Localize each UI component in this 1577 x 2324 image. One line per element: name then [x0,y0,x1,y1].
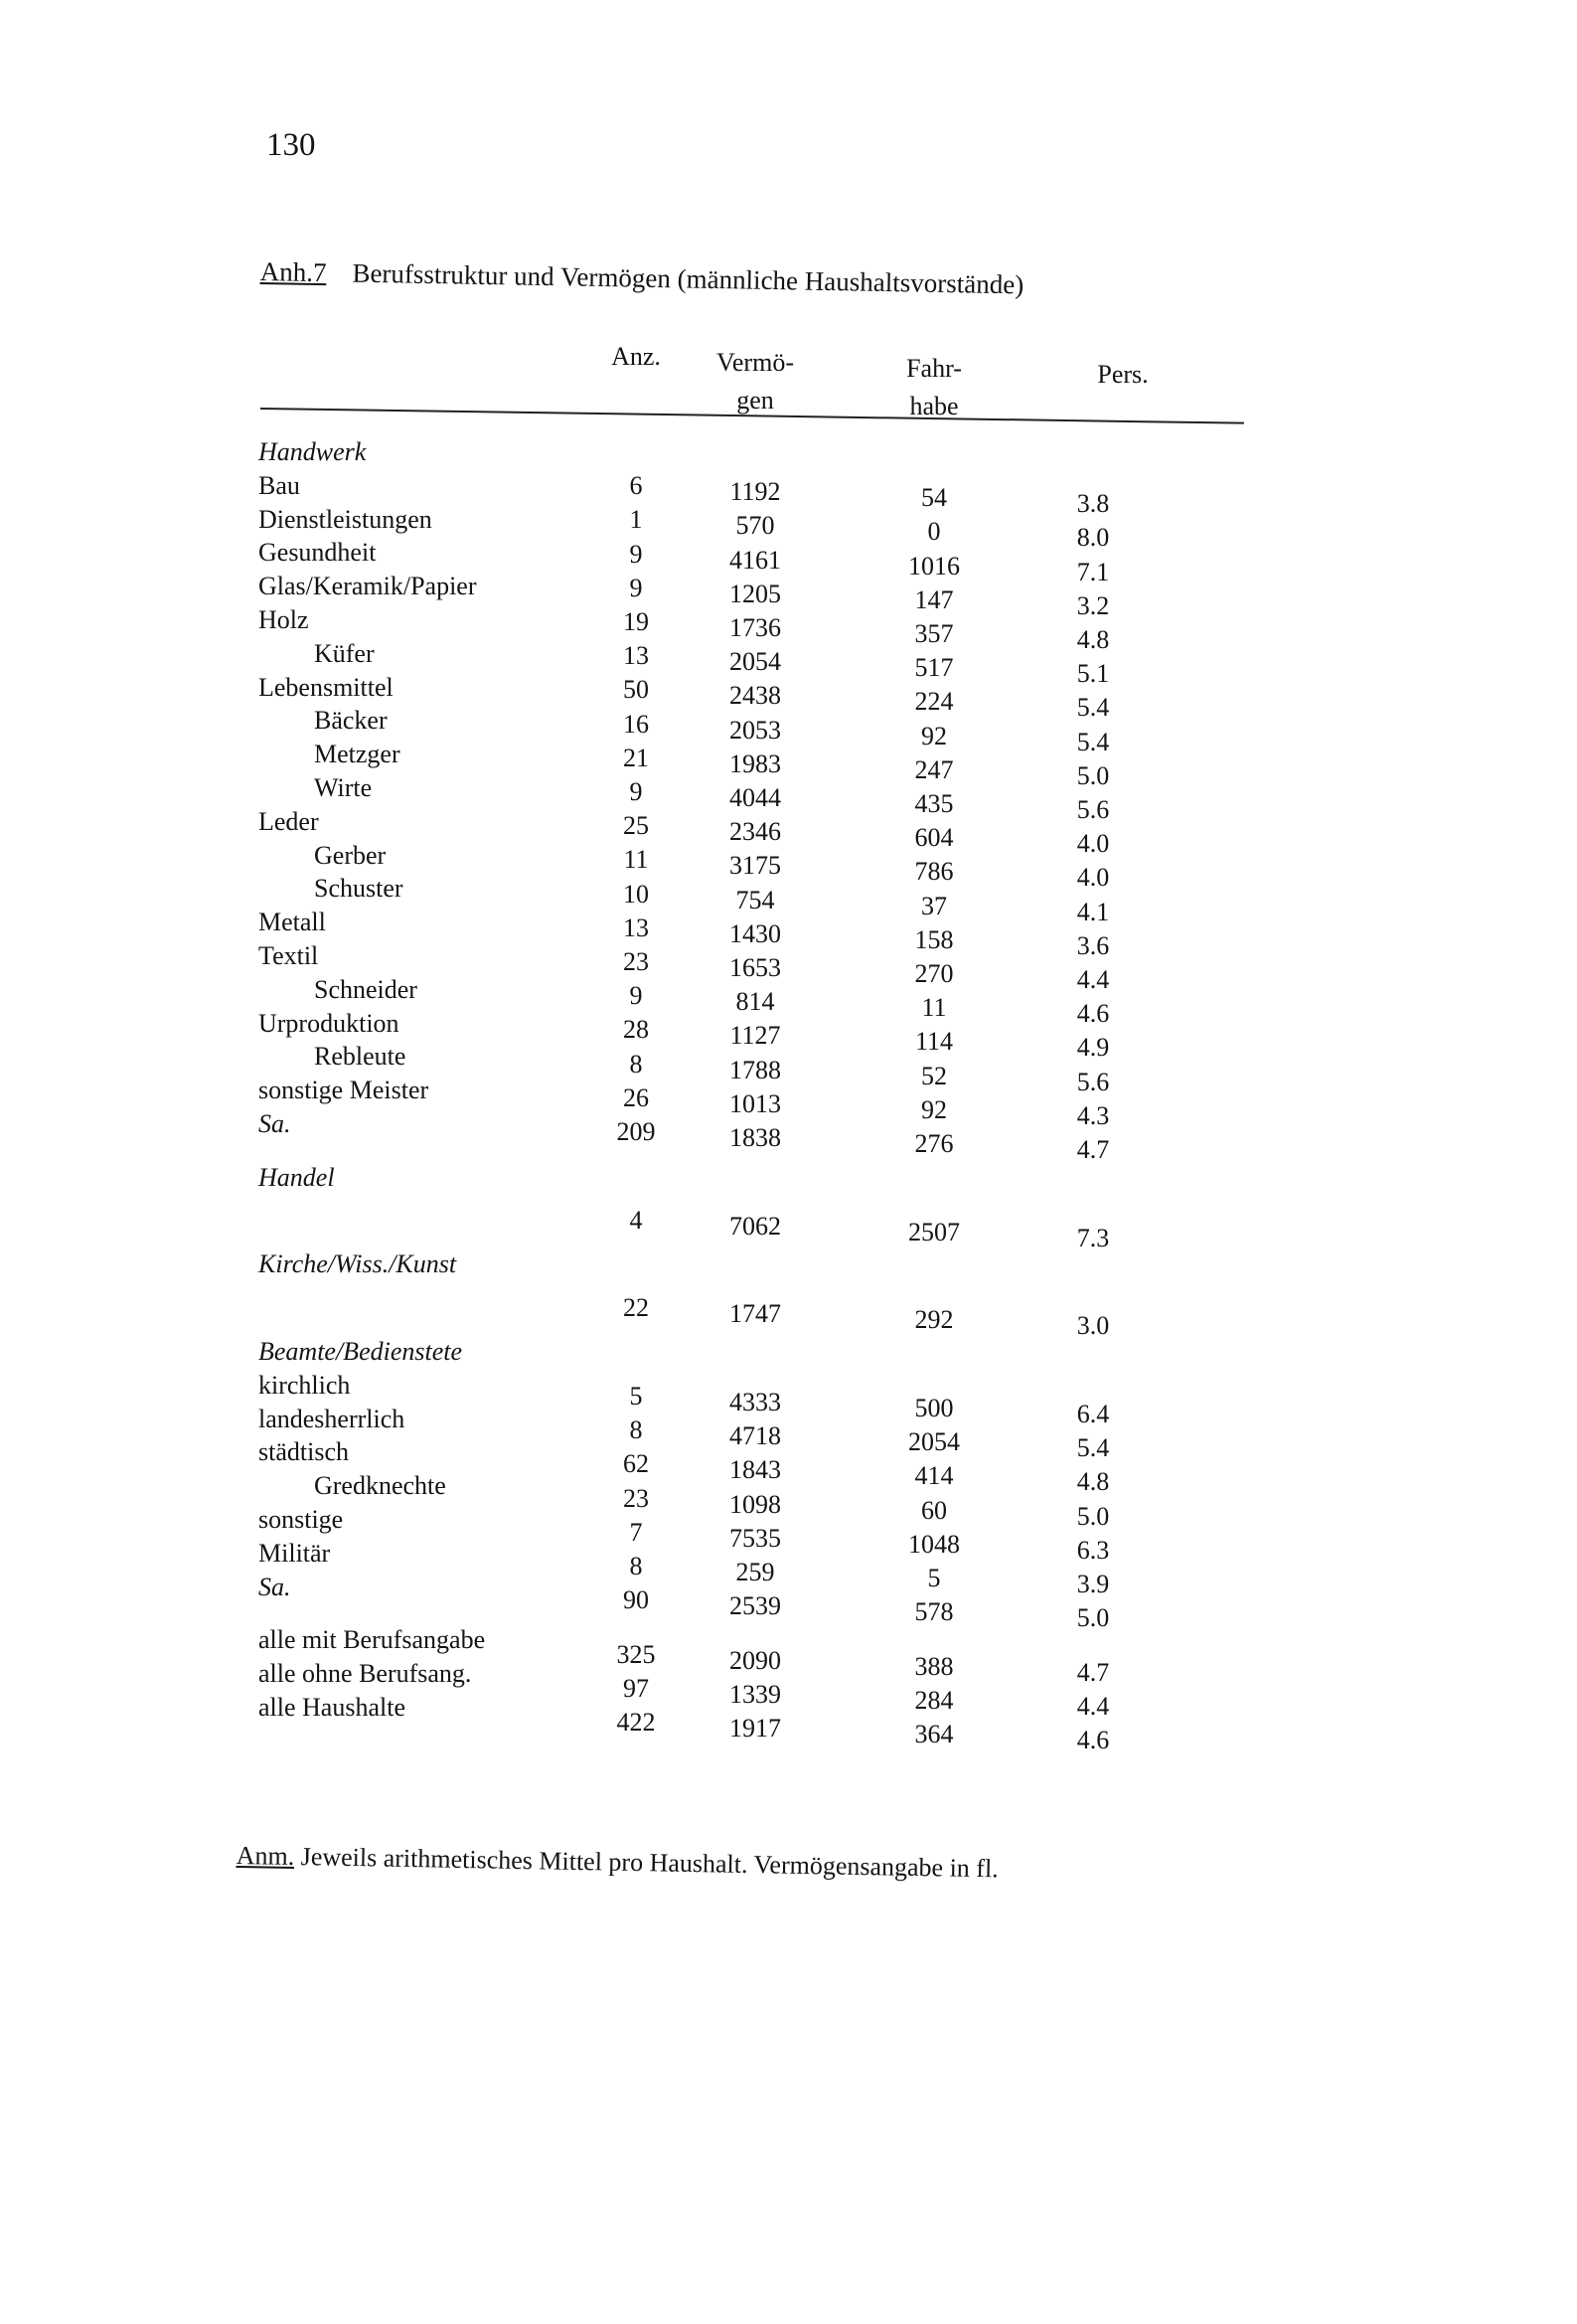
footnote-label: Anm. [236,1841,295,1872]
cell-verm: 1098 [729,1489,781,1519]
cell-verm: 1843 [729,1455,781,1485]
cell-pers: 4.0 [1076,829,1110,859]
cell-fahr: 357 [914,619,954,649]
cell-verm: 4161 [729,545,781,575]
row-label: Militär [258,1538,331,1568]
row-label: alle Haushalte [258,1693,405,1722]
cell-anz: 4 [629,1205,643,1235]
cell-fahr: 0 [927,517,941,547]
row-label: Metzger [314,740,400,769]
cell-verm: 1339 [729,1679,781,1709]
sum-label: Sa. [258,1572,291,1601]
cell-anz: 62 [623,1449,649,1479]
cell-anz: 13 [623,641,649,671]
cell-pers: 5.0 [1076,1603,1110,1633]
cell-fahr: 54 [921,483,947,513]
cell-pers: 4.8 [1076,625,1110,655]
row-label: Metall [258,908,326,937]
cell-anz: 209 [616,1117,656,1147]
cell-anz: 325 [616,1639,656,1669]
cell-fahr: 147 [914,584,954,614]
row-label: Lebensmittel [258,672,394,702]
caption-label: Anh.7 [259,256,327,288]
cell-fahr: 158 [914,924,954,954]
cell-verm: 2438 [729,681,781,711]
cell-pers: 4.8 [1076,1467,1110,1497]
cell-verm: 814 [735,987,775,1017]
row-label: Wirte [314,773,373,802]
cell-fahr: 414 [914,1461,954,1491]
cell-fahr: 1048 [908,1529,960,1559]
cell-anz: 7 [629,1517,643,1547]
cell-fahr: 388 [914,1651,954,1681]
cell-pers: 7.3 [1076,1223,1110,1252]
column-header-anzahl: Anz. [611,342,661,371]
cell-pers: 3.9 [1076,1570,1110,1599]
cell-verm: 259 [735,1558,775,1587]
cell-anz: 10 [623,879,649,909]
cell-fahr: 92 [921,1094,947,1124]
cell-anz: 26 [623,1082,649,1112]
row-label: Glas/Keramik/Papier [258,572,477,601]
cell-pers: 6.3 [1076,1535,1110,1565]
cell-verm: 1653 [729,953,781,983]
cell-fahr: 517 [914,653,954,683]
cell-pers: 3.8 [1076,489,1110,519]
cell-anz: 23 [623,1483,649,1513]
column-header-vermoegen: Vermö- gen [716,348,794,415]
cell-verm: 2053 [729,715,781,745]
cell-pers: 4.6 [1076,999,1110,1029]
cell-verm: 7062 [729,1211,781,1241]
cell-fahr: 292 [914,1305,954,1335]
cell-pers: 4.4 [1076,1691,1110,1721]
cell-anz: 19 [623,607,649,637]
sum-label: Sa. [258,1109,291,1138]
cell-fahr: 604 [914,823,954,853]
row-label: Gredknechte [314,1471,446,1501]
row-label: alle mit Berufsangabe [258,1625,486,1655]
cell-anz: 5 [629,1382,643,1411]
row-label: Gerber [314,840,387,870]
cell-anz: 8 [629,1552,643,1581]
cell-anz: 422 [616,1708,656,1738]
cell-anz: 11 [623,845,649,875]
cell-fahr: 92 [921,721,947,750]
cell-pers: 4.1 [1076,897,1110,926]
row-label: Holz [258,605,309,634]
row-label: Bäcker [314,706,388,736]
cell-verm: 1736 [729,613,781,643]
cell-anz: 8 [629,1049,643,1079]
cell-fahr: 578 [914,1597,954,1627]
row-label: Urproduktion [258,1008,399,1038]
cell-pers: 3.2 [1076,590,1110,620]
cell-fahr: 224 [914,687,954,717]
cell-fahr: 247 [914,754,954,784]
cell-verm: 1747 [729,1299,781,1329]
cell-verm: 3175 [729,851,781,881]
row-label: Schneider [314,974,417,1004]
cell-pers: 5.4 [1076,693,1110,723]
row-label: Leder [258,806,319,836]
cell-pers: 7.1 [1076,557,1110,586]
cell-pers: 4.0 [1076,863,1110,893]
cell-verm: 1192 [729,477,781,507]
cell-fahr: 2507 [908,1217,960,1246]
row-label: Rebleute [314,1042,406,1072]
cell-pers: 3.6 [1076,930,1110,960]
cell-pers: 4.3 [1076,1100,1110,1130]
cell-pers: 5.6 [1076,795,1110,825]
cell-verm: 1788 [729,1055,781,1084]
cell-anz: 50 [623,675,649,705]
cell-verm: 4044 [729,783,781,813]
cell-anz: 16 [623,709,649,739]
cell-anz: 25 [623,811,649,841]
cell-pers: 8.0 [1076,523,1110,553]
row-label: sonstige Meister [258,1076,429,1105]
cell-verm: 1917 [729,1714,781,1743]
cell-verm: 1430 [729,918,781,948]
cell-pers: 4.9 [1076,1033,1110,1063]
section-heading: Kirche/Wiss./Kunst [258,1249,457,1279]
cell-anz: 22 [623,1293,649,1323]
cell-pers: 4.4 [1076,965,1110,995]
cell-pers: 5.4 [1076,1433,1110,1463]
cell-pers: 5.0 [1076,1501,1110,1531]
row-label: Bau [258,470,300,500]
cell-verm: 4718 [729,1421,781,1451]
cell-verm: 570 [735,511,775,541]
column-header-fahrhabe: Fahr- habe [906,354,962,420]
cell-verm: 2054 [729,647,781,677]
cell-anz: 9 [629,777,643,807]
cell-verm: 1013 [729,1088,781,1118]
cell-fahr: 2054 [908,1427,960,1457]
column-header-personen: Pers. [1097,360,1149,389]
cell-anz: 9 [629,981,643,1011]
cell-verm: 2090 [729,1645,781,1675]
cell-fahr: 52 [921,1061,947,1090]
cell-anz: 8 [629,1415,643,1445]
cell-pers: 5.6 [1076,1067,1110,1096]
cell-fahr: 284 [914,1685,954,1715]
row-label: Küfer [314,638,375,668]
cell-anz: 6 [629,471,643,501]
cell-fahr: 37 [921,891,947,920]
cell-pers: 5.1 [1076,659,1110,689]
cell-verm: 1838 [729,1123,781,1153]
cell-fahr: 786 [914,857,954,887]
cell-fahr: 114 [914,1027,954,1057]
row-label: kirchlich [258,1370,351,1400]
cell-verm: 2346 [729,817,781,847]
cell-fahr: 5 [927,1564,941,1593]
cell-fahr: 270 [914,959,954,989]
cell-verm: 2539 [729,1591,781,1621]
row-label: Textil [258,941,319,970]
row-label: städtisch [258,1437,349,1467]
row-label: alle ohne Berufsang. [258,1659,472,1689]
cell-fahr: 11 [921,993,947,1023]
cell-verm: 7535 [729,1523,781,1553]
cell-anz: 97 [623,1673,649,1703]
cell-pers: 4.7 [1076,1135,1110,1165]
cell-verm: 1205 [729,579,781,608]
cell-fahr: 435 [914,789,954,819]
cell-verm: 4333 [729,1388,781,1417]
cell-anz: 23 [623,947,649,977]
cell-anz: 13 [623,913,649,942]
cell-pers: 4.6 [1076,1726,1110,1755]
cell-fahr: 364 [914,1720,954,1749]
cell-fahr: 500 [914,1394,954,1423]
cell-anz: 9 [629,539,643,569]
row-label: sonstige [258,1505,344,1534]
page-number: 130 [266,127,316,163]
section-heading: Beamte/Bedienstete [258,1337,463,1366]
cell-anz: 21 [623,743,649,772]
cell-anz: 28 [623,1015,649,1045]
cell-verm: 754 [735,885,775,914]
cell-fahr: 60 [921,1495,947,1525]
cell-anz: 90 [623,1585,649,1615]
footnote-text: Jeweils arithmetisches Mittel pro Haushalt. Vermögensangabe in fl. [293,1842,999,1884]
section-heading: Handel [258,1162,335,1192]
cell-pers: 5.0 [1076,760,1110,790]
cell-pers: 4.7 [1076,1657,1110,1687]
section-heading: Handwerk [258,437,367,466]
cell-fahr: 276 [914,1129,954,1159]
cell-verm: 1983 [729,748,781,778]
cell-verm: 1127 [729,1021,781,1051]
row-label: landesherrlich [258,1404,405,1433]
cell-pers: 3.0 [1076,1311,1110,1341]
cell-anz: 9 [629,573,643,602]
caption-title: Berufsstruktur und Vermögen (männliche Haushaltsvorstände) [352,257,1025,300]
cell-fahr: 1016 [908,551,960,581]
row-label: Gesundheit [258,538,377,568]
cell-anz: 1 [629,505,643,535]
row-label: Schuster [314,874,403,904]
cell-pers: 6.4 [1076,1400,1110,1429]
row-label: Dienstleistungen [258,504,432,534]
cell-pers: 5.4 [1076,727,1110,756]
